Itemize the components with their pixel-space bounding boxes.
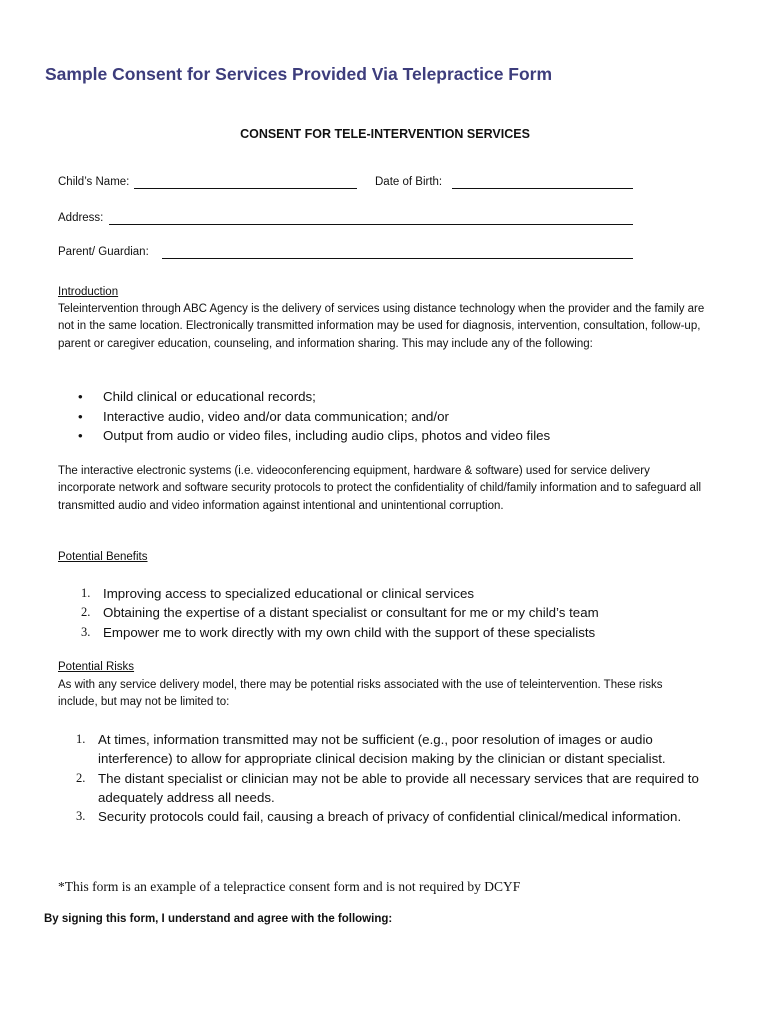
introduction-text: Teleintervention through ABC Agency is the delivery of services using distance technology when the provider and the family are not in the same location. Electronically transmitted information may be used for diagnosis, intervention, consultation, follow-up, parent or caregiver education, counseling, and information sharing. This may include any of the following:	[58, 303, 705, 350]
introduction-heading: Introduction	[58, 286, 119, 298]
benefits-heading: Potential Benefits	[58, 551, 148, 563]
benefits-list	[81, 584, 723, 642]
guardian-field[interactable]	[162, 258, 633, 259]
address-label: Address:	[58, 212, 104, 224]
bullet-icon: •	[78, 408, 83, 424]
list-item: 3. Security protocols could fail, causing a breach of privacy of confidential clinical/medical information.	[76, 809, 682, 825]
list-item: • Child clinical or educational records;	[78, 387, 550, 407]
child-name-field[interactable]	[134, 188, 357, 189]
document-title: Sample Consent for Services Provided Via Telepractice Form	[45, 64, 553, 84]
risks-heading: Potential Risks	[58, 661, 135, 673]
footnote: *This form is an example of a telepractice consent form and is not required by DCYF	[58, 879, 521, 894]
systems-text: The interactive electronic systems (i.e. videoconferencing equipment, hardware & software) used for service delivery incorporate network and software security protocols to protect the confidentiality of child/family information and to safeguard all transmitted audio and video information against intentional and unintentional corruption.	[58, 465, 702, 512]
risks-text: As with any service delivery model, there may be potential risks associated with the use of teleintervention. These risks include, but may not be limited to:	[58, 679, 663, 709]
list-item: 2. The distant specialist or clinician may not be able to provide all necessary services that are required to adequately address all needs.	[76, 770, 699, 805]
guardian-label: Parent/ Guardian:	[58, 246, 149, 258]
address-field[interactable]	[109, 224, 633, 225]
form-heading: CONSENT FOR TELE-INTERVENTION SERVICES	[240, 127, 530, 141]
signing-statement: By signing this form, I understand and agree with the following:	[44, 913, 393, 925]
bullet-icon: •	[78, 389, 83, 404]
list-item: 1. At times, information transmitted may not be sufficient (e.g., poor resolution of images or audio interference) to allow for appropriate clinical decision making by the clinician or distant specialist.	[76, 732, 666, 767]
dob-label: Date of Birth:	[375, 176, 443, 188]
list-item: • Output from audio or video files, including audio clips, photos and video files	[78, 426, 550, 446]
child-name-label: Child’s Name:	[58, 176, 130, 188]
risks-list	[76, 730, 708, 826]
list-item: • Interactive audio, video and/or data communication; and/or	[78, 407, 550, 427]
dob-field[interactable]	[452, 188, 633, 189]
introduction-bullet-list	[78, 387, 550, 446]
list-item: 2. Obtaining the expertise of a distant specialist or consultant for me or my child’s team	[81, 605, 599, 621]
list-item: 3. Empower me to work directly with my own child with the support of these specialists	[81, 624, 596, 640]
bullet-icon: •	[78, 428, 83, 443]
list-item: 1. Improving access to specialized educational or clinical services	[81, 586, 475, 601]
